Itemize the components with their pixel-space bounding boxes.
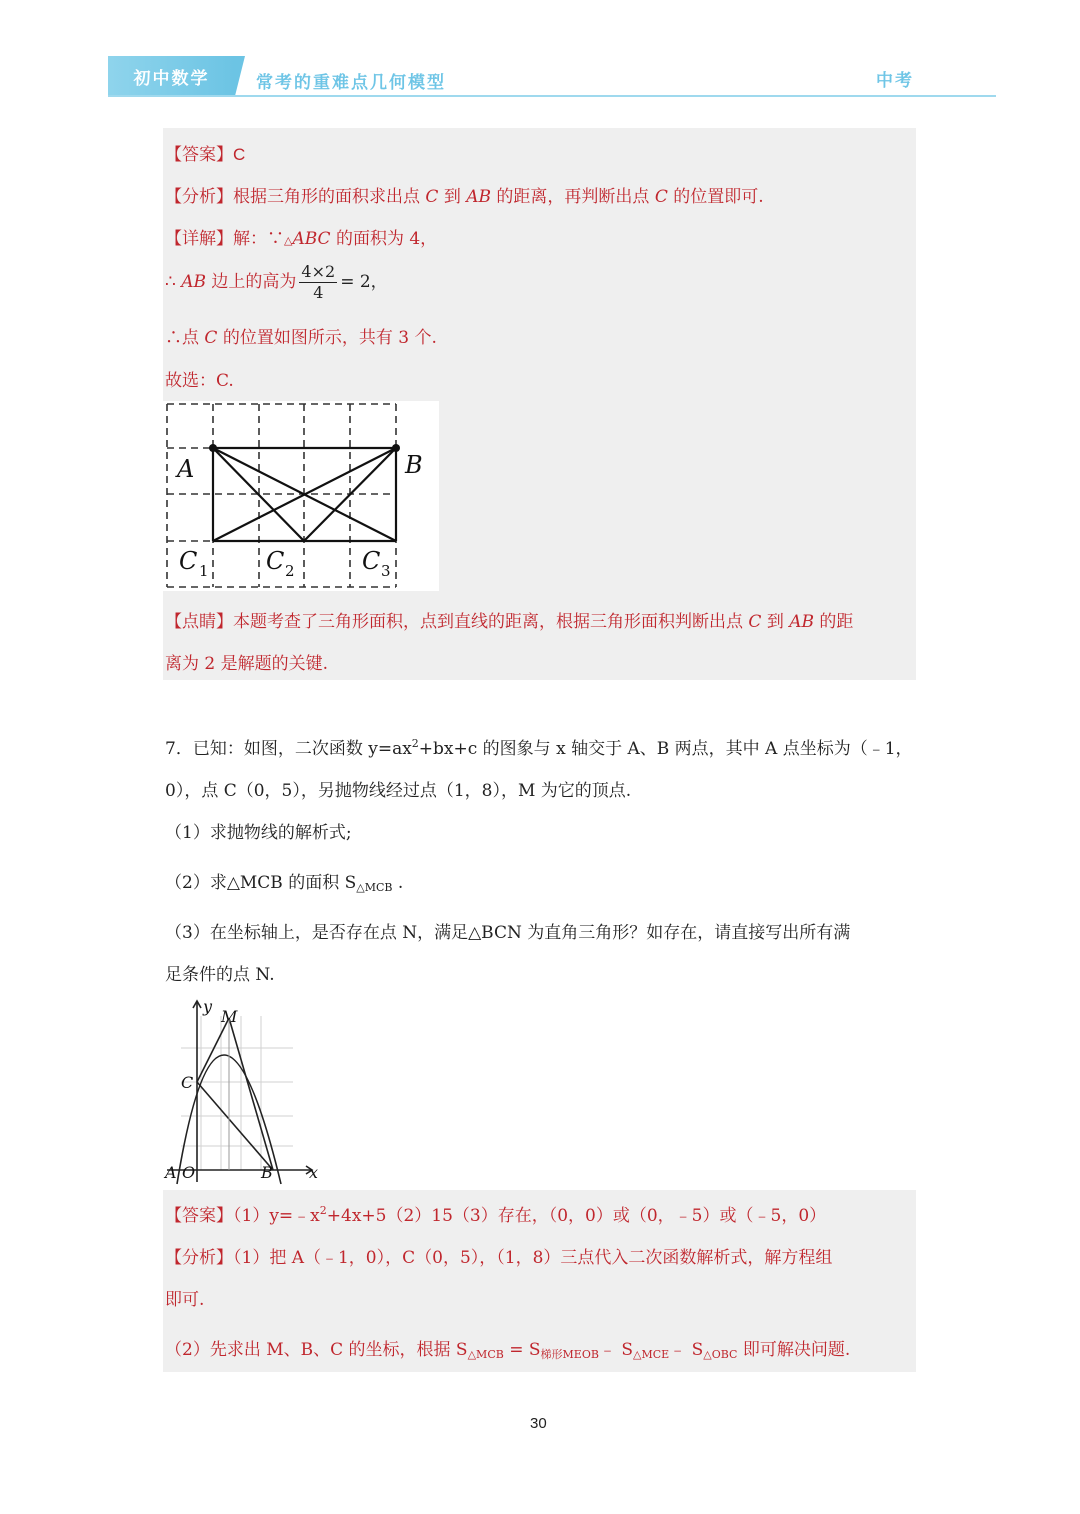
q6-comment-text-c: 的距 xyxy=(814,612,854,632)
q7-label-y: y xyxy=(203,997,213,1016)
q7-stem-sup: 2 xyxy=(411,737,419,750)
q7-segment-cm xyxy=(197,1018,229,1082)
q7-analysis-line-1 xyxy=(165,1243,832,1268)
q6-point-a xyxy=(209,444,217,452)
q6-analysis-text-4: 的位置即可. xyxy=(667,187,764,207)
q7-segment-mb xyxy=(229,1018,273,1170)
q6-height-denominator: 4 xyxy=(313,283,324,302)
q6-analysis-c2: C xyxy=(654,187,668,207)
q6-detail-triangle: △ xyxy=(284,234,293,247)
q6-label-sub-2: 2 xyxy=(285,562,295,580)
q6-comment-line-1 xyxy=(165,607,853,632)
q7-analysis2-eq: = S xyxy=(503,1340,541,1360)
q6-answer-tag: 【答案】 xyxy=(165,145,233,165)
q7-analysis2-sub1: △MCB xyxy=(467,1348,504,1361)
q6-answer-line xyxy=(165,140,245,165)
q7-parabola-figure xyxy=(163,996,323,1186)
q6-height-text: 边上的高为 xyxy=(206,272,297,292)
q7-analysis2-minus2: ﹣ S xyxy=(669,1340,704,1360)
q6-analysis-text-2: 到 xyxy=(438,187,467,207)
q6-comment-tag: 【点睛】 xyxy=(165,612,233,632)
q7-stem-line-1 xyxy=(165,734,913,759)
q6-analysis-text-3: 的距离，再判断出点 xyxy=(491,187,655,207)
q7-label-x: x xyxy=(309,1163,319,1182)
q6-height-line xyxy=(165,262,388,303)
q7-analysis-line-3 xyxy=(165,1335,850,1362)
q7-label-a: A xyxy=(165,1163,177,1182)
q7-answer-text-b: +4x+5（2）15（3）存在，（0，0）或（0，﹣5）或（﹣5，0） xyxy=(326,1206,827,1226)
q7-parabola-svg xyxy=(163,996,323,1186)
q7-answer-sup: 2 xyxy=(319,1204,327,1217)
q6-grid-figure xyxy=(163,401,439,591)
q6-position-text-1: ∴点 xyxy=(165,328,205,348)
q6-label-sub-3: 3 xyxy=(381,562,391,580)
q7-segment-cb xyxy=(197,1082,273,1170)
q6-height-ab: AB xyxy=(181,272,207,292)
q7-part-1: （1）求抛物线的解析式; xyxy=(165,823,352,843)
header-badge xyxy=(108,56,235,96)
q7-analysis2-sub3: △MCE xyxy=(633,1348,670,1361)
q6-height-numerator: 4×2 xyxy=(301,262,336,281)
q7-analysis2-minus1: ﹣ S xyxy=(598,1340,633,1360)
q6-point-b xyxy=(392,444,400,452)
q6-height-result: = 2， xyxy=(340,272,388,292)
header-right-label: 中考 xyxy=(876,71,914,91)
q7-part-2-sub: △MCB xyxy=(356,881,393,894)
q6-position-c: C xyxy=(204,328,218,348)
q6-label-c3: C xyxy=(362,547,381,575)
header-subtitle: 常考的重难点几何模型 xyxy=(256,73,446,93)
q6-comment-c: C xyxy=(748,612,762,632)
q7-stem-text-b: +bx+c 的图象与 x 轴交于 A、B 两点，其中 A 点坐标为（﹣1， xyxy=(418,739,913,759)
q6-answer-value: C xyxy=(233,145,246,164)
q6-choose-line: 故选：C. xyxy=(165,371,234,391)
q6-label-c1: C xyxy=(179,547,198,575)
q7-label-c: C xyxy=(181,1073,194,1092)
q6-height-prefix: ∴ xyxy=(165,272,182,292)
q7-label-b: B xyxy=(261,1163,273,1182)
q6-grid-svg xyxy=(163,401,439,591)
q6-detail-tag: 【详解】 xyxy=(165,229,233,249)
q6-label-a: A xyxy=(177,455,195,483)
q7-analysis2-end: 即可解决问题. xyxy=(737,1340,851,1360)
q6-comment-line-2: 离为 2 是解题的关键. xyxy=(165,654,329,674)
q7-analysis-line-2: 即可. xyxy=(165,1290,205,1310)
q7-label-o: O xyxy=(182,1163,196,1182)
q7-part-2-text: （2）求△MCB 的面积 S xyxy=(165,873,357,893)
q6-analysis-line xyxy=(165,182,764,207)
q6-analysis-text-1: 根据三角形的面积求出点 xyxy=(233,187,426,207)
q6-label-c2: C xyxy=(266,547,285,575)
q7-stem-line-2: 0），点 C（0，5），另抛物线经过点（1，8），M 为它的顶点. xyxy=(165,781,632,801)
q6-comment-text-b: 到 xyxy=(761,612,790,632)
q7-part-2 xyxy=(165,868,403,894)
q7-label-m: M xyxy=(221,1007,238,1026)
q6-comment-text-a: 本题考查了三角形面积，点到直线的距离，根据三角形面积判断出点 xyxy=(233,612,749,632)
page-number: 30 xyxy=(530,1415,547,1432)
q7-part-2-end: . xyxy=(392,873,404,893)
q7-analysis2-text: （2）先求出 M、B、C 的坐标，根据 S xyxy=(165,1340,468,1360)
q6-detail-text-2: 的面积为 4， xyxy=(330,229,438,249)
q7-answer-text-a: （1）y=﹣x xyxy=(233,1206,320,1226)
q6-position-text-2: 的位置如图所示，共有 3 个. xyxy=(217,328,437,348)
q6-height-fraction xyxy=(299,262,337,303)
q7-analysis2-sub4: △OBC xyxy=(703,1348,738,1361)
q7-stem-text-a: 7．已知：如图，二次函数 y=ax xyxy=(165,739,412,759)
q6-analysis-tag: 【分析】 xyxy=(165,187,233,207)
q6-detail-line xyxy=(165,224,437,249)
q6-label-sub-1: 1 xyxy=(199,562,209,580)
header-badge-text: 初中数学 xyxy=(133,68,210,89)
q6-label-b: B xyxy=(405,451,423,479)
q7-answer-line xyxy=(165,1201,826,1226)
q6-position-line xyxy=(165,323,437,348)
q6-detail-text-1: 解：∵ xyxy=(233,229,284,249)
q7-answer-tag: 【答案】 xyxy=(165,1206,233,1226)
q6-comment-ab: AB xyxy=(789,612,815,632)
q7-analysis-tag: 【分析】 xyxy=(165,1248,233,1268)
q7-analysis-text-1: （1）把 A（﹣1，0），C（0，5），（1，8）三点代入二次函数解析式，解方程组 xyxy=(233,1248,833,1268)
q7-analysis2-sub2: 梯形MEOB xyxy=(540,1348,599,1361)
q6-analysis-c1: C xyxy=(425,187,439,207)
q7-part-3-line-2: 足条件的点 N. xyxy=(165,965,275,985)
q7-part-3-line-1: （3）在坐标轴上，是否存在点 N，满足△BCN 为直角三角形？如存在，请直接写出所有满 xyxy=(165,923,851,943)
q6-detail-abc: ABC xyxy=(292,229,331,249)
q6-analysis-ab: AB xyxy=(466,187,492,207)
header-divider xyxy=(108,95,996,97)
